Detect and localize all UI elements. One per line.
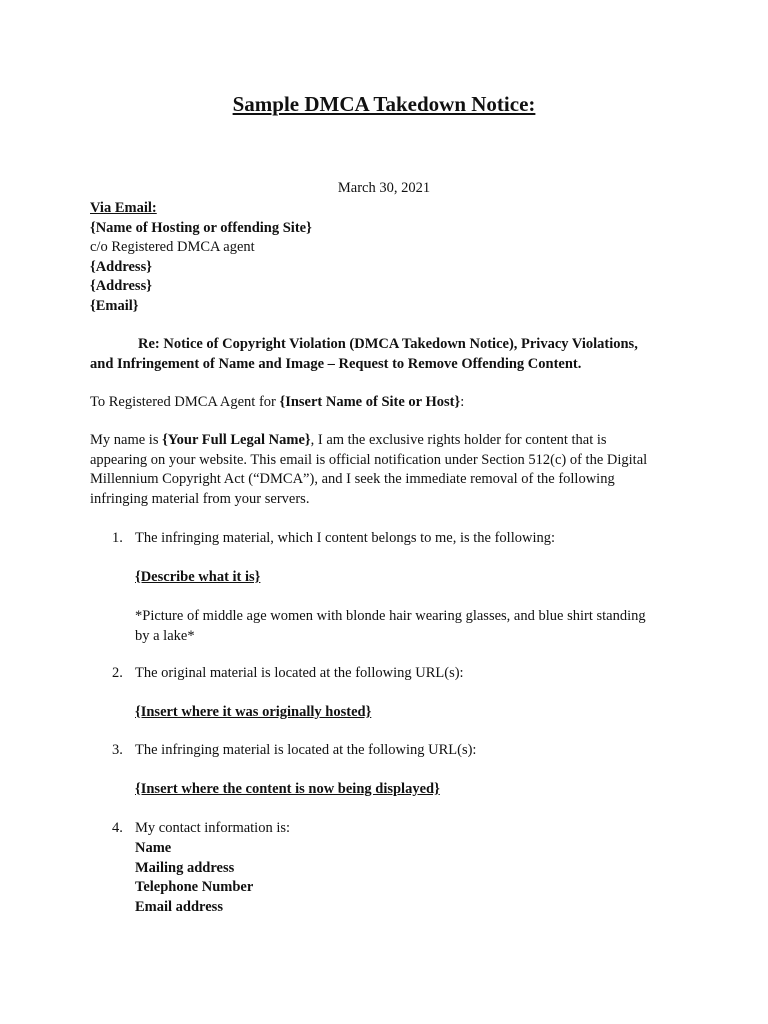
recipient-site-name: {Name of Hosting or offending Site} [90,219,312,236]
intro-prefix: My name is [90,432,163,448]
via-email-label: Via Email: [90,200,157,216]
contact-field-mailing-address: Mailing address [135,859,235,876]
letter-date: March 30, 2021 [337,180,431,196]
intro-line-3: Millennium Copyright Act (“DMCA”), and I seek the immediate removal of the following [90,471,615,487]
intro-line-4: infringing material from your servers. [90,490,310,507]
list-item-number: 1. [112,530,123,546]
recipient-address-1: {Address} [90,258,152,275]
list-item-text: The original material is located at the following URL(s): [135,665,464,681]
document-title: Sample DMCA Takedown Notice: [232,92,536,116]
intro-paragraph [90,431,680,509]
material-description-line-1: *Picture of middle age women with blonde hair wearing glasses, and blue shirt standing [135,608,646,624]
recipient-address-2: {Address} [90,278,152,294]
contact-field-telephone: Telephone Number [135,879,254,895]
subject-line-2: and Infringement of Name and Image – Request to Remove Offending Content. [90,355,582,372]
recipient-block [90,199,680,316]
describe-placeholder: {Describe what it is} [135,569,261,585]
material-description-line-2: by a lake* [135,627,195,644]
list-item-number: 2. [112,665,123,681]
list-item-text: My contact information is: [135,820,291,836]
contact-field-name: Name [135,840,172,856]
recipient-agent: c/o Registered DMCA agent [90,239,255,255]
subject-line [90,335,680,374]
intro-name-placeholder: {Your Full Legal Name} [162,432,311,448]
intro-line-2: appearing on your website. This email is official notification under Section 512(c) of the Digital [90,451,648,468]
list-item-number: 4. [112,820,123,836]
list-item-text: The infringing material, which I content belongs to me, is the following: [135,530,556,546]
list-item-number: 3. [112,742,123,758]
salutation [90,393,680,413]
list-item-text: The infringing material is located at the following URL(s): [135,742,477,758]
subject-line-1: Re: Notice of Copyright Violation (DMCA Takedown Notice), Privacy Violations, [138,336,638,352]
contact-fields [135,839,685,917]
salutation-suffix: : [460,394,465,410]
infringing-url-placeholder: {Insert where the content is now being displayed} [135,781,440,797]
original-url-placeholder: {Insert where it was originally hosted} [135,704,372,720]
salutation-placeholder: {Insert Name of Site or Host} [279,394,461,410]
contact-field-email: Email address [135,898,223,915]
material-description [135,607,685,646]
recipient-email: {Email} [90,297,139,314]
intro-line-1-rest: , I am the exclusive rights holder for content that is [310,432,607,448]
salutation-prefix: To Registered DMCA Agent for [90,394,280,410]
